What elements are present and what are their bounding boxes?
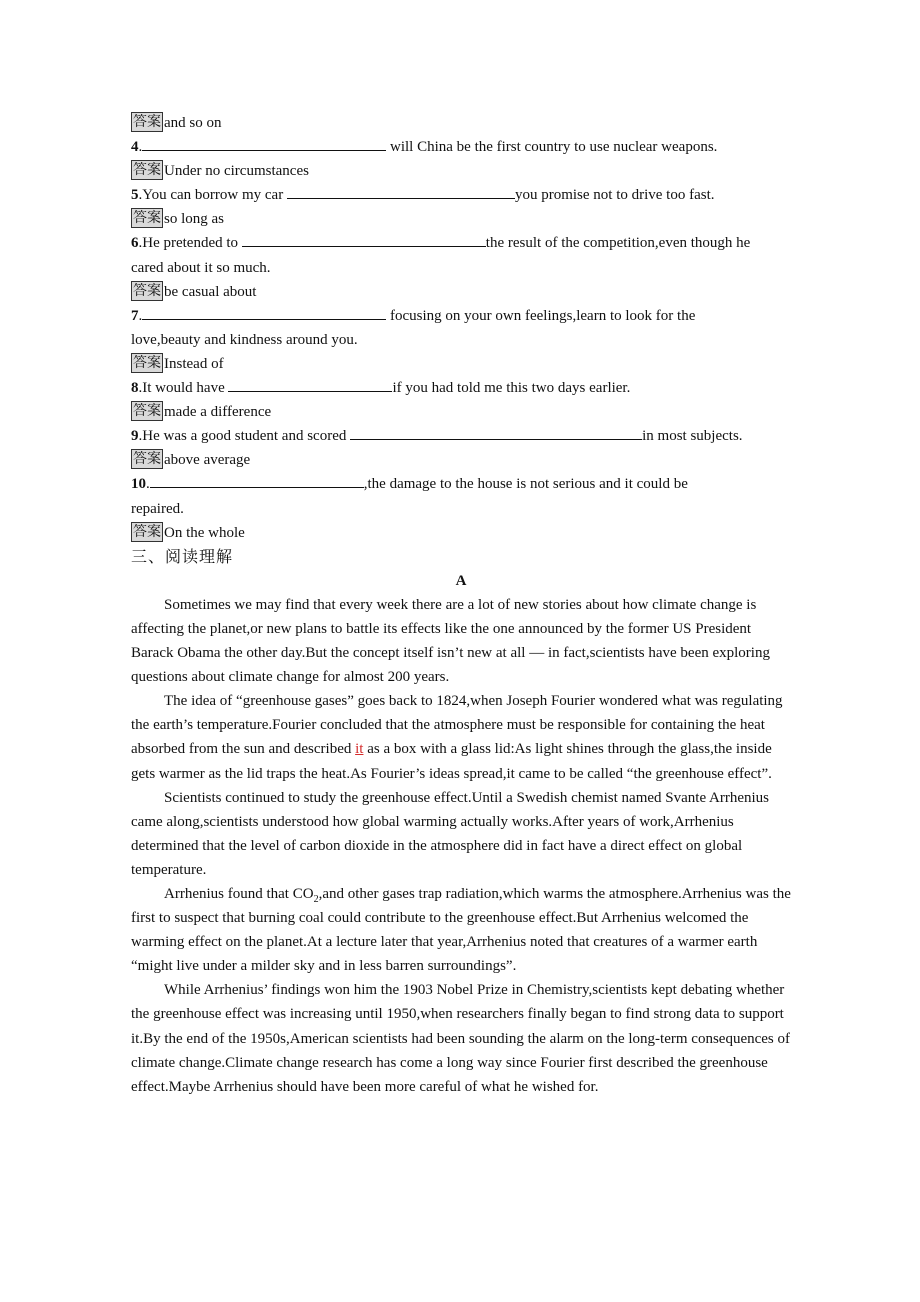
answer-badge: 答案 xyxy=(133,451,161,468)
question-6 xyxy=(131,231,791,255)
paragraph-1: Sometimes we may find that every week there are a lot of new stories about how climate change is affecting the planet,or new plans to battle its effects like the one announced by the former US President Barack Obama the other day.But the concept itself isn’t new at all — in fact,scientists have been exploring questions about climate change for almost 200 years. xyxy=(131,596,770,686)
answer-text: made a difference xyxy=(164,404,272,421)
fill-blank[interactable] xyxy=(228,378,392,392)
fill-blank[interactable] xyxy=(142,137,386,151)
question-7-continued: love,beauty and kindness around you. xyxy=(131,331,358,348)
answer-badge: 答案 xyxy=(133,523,161,540)
answer-badge: 答案 xyxy=(133,114,161,130)
question-number: 6 xyxy=(131,235,139,252)
answer-badge: 答案 xyxy=(133,354,161,371)
answer-text: and so on xyxy=(164,115,222,131)
question-text: .He pretended to xyxy=(138,235,242,252)
document-page xyxy=(131,111,791,1099)
question-number: 4 xyxy=(131,139,139,156)
question-10 xyxy=(131,472,791,496)
answer-line xyxy=(131,400,791,424)
answer-text: be casual about xyxy=(164,283,257,300)
question-9 xyxy=(131,424,791,448)
fill-blank[interactable] xyxy=(287,185,515,199)
question-text: .It would have xyxy=(138,380,229,397)
question-text: you promise not to drive too fast. xyxy=(514,187,715,204)
answer-line xyxy=(131,280,791,304)
fill-blank[interactable] xyxy=(242,233,486,247)
answer-line xyxy=(131,352,791,376)
question-text: in most subjects. xyxy=(642,428,743,445)
answer-line xyxy=(131,521,791,545)
paragraph-text: The idea of “greenhouse gases” goes back to 1824,when Joseph Fourier wondered what was regulating the earth’s temperature.Fourier concluded that the atmosphere must be responsible for containing the heat absorbed from the sun and described xyxy=(131,693,783,758)
answer-badge: 答案 xyxy=(133,210,161,227)
fill-blank[interactable] xyxy=(142,306,386,320)
question-8 xyxy=(131,376,791,400)
question-5 xyxy=(131,183,791,207)
answer-badge: 答案 xyxy=(133,162,161,179)
question-6-continued: cared about it so much. xyxy=(131,259,271,276)
question-text: . xyxy=(138,307,143,324)
question-number: 9 xyxy=(131,428,139,445)
paragraph-3: Scientists continued to study the greenhouse effect.Until a Swedish chemist named Svante Arrhenius came along,scientists understood how global warming actually works.After years of work,Arrhenius determined that the level of carbon dioxide in the atmosphere did in fact have a direct effect on global temperature. xyxy=(131,789,770,878)
question-number: 5 xyxy=(131,187,139,204)
subscript: 2 xyxy=(313,894,319,905)
question-text: focusing on your own feelings,learn to look for the xyxy=(386,307,696,324)
paragraph-text: as a box with a glass lid:As light shines through the glass,the inside gets warmer as the lid traps the heat.As Fourier’s ideas spread,it came to be called “the greenhouse effect”. xyxy=(131,741,772,782)
answer-line xyxy=(131,159,791,183)
question-number: 8 xyxy=(131,380,139,397)
answer-badge: 答案 xyxy=(133,282,161,299)
question-text: . xyxy=(138,139,143,156)
question-text: . xyxy=(146,476,150,493)
answer-text: above average xyxy=(164,452,251,469)
answer-text: so long as xyxy=(164,211,224,228)
question-number: 10 xyxy=(131,476,146,493)
answer-line xyxy=(131,448,791,472)
question-4 xyxy=(131,135,791,159)
answer-text: Instead of xyxy=(164,355,224,372)
highlighted-word: it xyxy=(355,741,364,758)
question-number: 7 xyxy=(131,307,139,324)
question-text: if you had told me this two days earlier. xyxy=(392,380,631,397)
answer-line xyxy=(131,111,791,135)
passage-label: A xyxy=(455,572,467,589)
paragraph-5: While Arrhenius’ findings won him the 1903 Nobel Prize in Chemistry,scientists kept debating whether the greenhouse effect was increasing until 1950,when researchers finally began to find strong data to support it.By the end of the 1950s,American scientists had been sounding the alarm on the long-term consequences of climate change.Climate change research has come a long way since Fourier first described the greenhouse effect.Maybe Arrhenius should have been more careful of what he wished for. xyxy=(131,982,790,1095)
question-text: .He was a good student and scored xyxy=(138,428,351,445)
section-title: 三、阅读理解 xyxy=(131,546,234,566)
paragraph-text: ,and other gases trap radiation,which warms the atmosphere.Arrhenius was the first to suspect that burning coal could contribute to the greenhouse effect.But Arrhenius welcomed the warming effect on the planet.At a lecture later that year,Arrhenius noted that creatures of a warmer earth “might live under a milder sky and in less barren surroundings”. xyxy=(131,886,791,975)
paragraph-2 xyxy=(131,689,791,785)
answer-text: On the whole xyxy=(164,524,245,541)
question-text: the result of the competition,even though he xyxy=(485,235,751,252)
answer-badge: 答案 xyxy=(133,403,161,420)
fill-blank[interactable] xyxy=(350,426,642,440)
question-text: .You can borrow my car xyxy=(138,187,287,204)
question-7 xyxy=(131,304,791,328)
paragraph-text: Arrhenius found that CO xyxy=(164,886,314,902)
answer-text: Under no circumstances xyxy=(164,163,309,180)
answer-line xyxy=(131,207,791,231)
fill-blank[interactable] xyxy=(150,474,364,488)
question-10-continued: repaired. xyxy=(131,500,184,517)
question-text: ,the damage to the house is not serious and it could be xyxy=(363,476,688,493)
paragraph-4 xyxy=(131,882,791,978)
question-text: will China be the first country to use nuclear weapons. xyxy=(386,139,718,156)
